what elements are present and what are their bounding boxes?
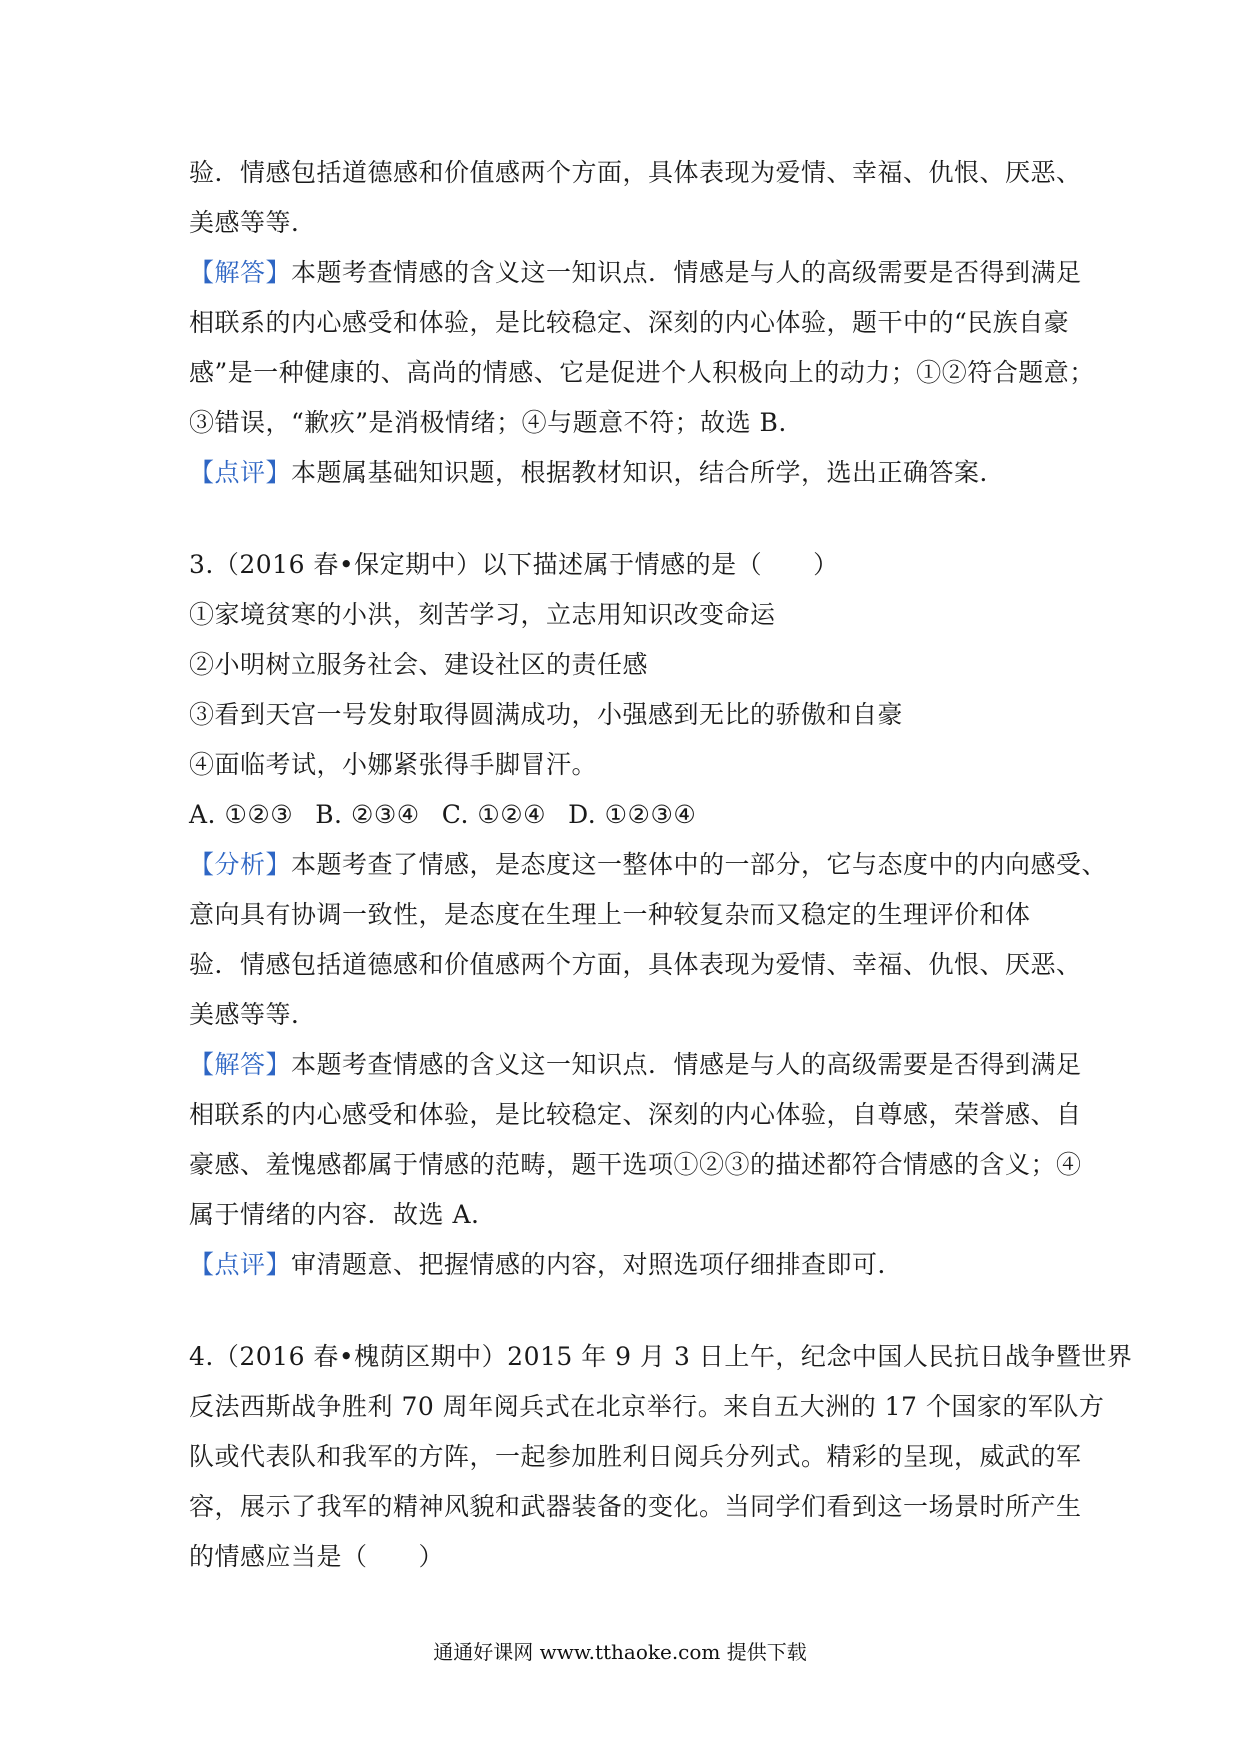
answer-line: 属于情绪的内容．故选 A. [189,1200,480,1229]
document-page [189,148,1133,1582]
comment-text: 本题属基础知识题，根据教材知识，结合所学，选出正确答案． [291,458,1006,487]
analysis-line [189,840,1108,890]
question-item: ①家境贫寒的小洪，刻苦学习，立志用知识改变命运 [189,600,776,629]
option-b: B. ②③④ [315,800,420,829]
analysis-line: 美感等等． [189,1000,317,1029]
question-stem: 3.（2016 春•保定期中）以下描述属于情感的是（ ） [189,550,839,579]
answer-options [189,790,1069,840]
analysis-tag: 【分析】 [189,850,292,879]
answer-tag: 【解答】 [189,258,292,287]
page-footer: 通通好课网 www.tthaoke.com 提供下载 [433,1640,807,1664]
answer-line: 豪感、羞愧感都属于情感的范畴，题干选项①②③的描述都符合情感的含义；④ [189,1150,1082,1179]
question-stem: 4.（2016 春•槐荫区期中）2015 年 9 月 3 日上午，纪念中国人民抗日战争暨世界 [189,1342,1133,1371]
option-a: A. ①②③ [189,800,294,829]
question-stem-line: 容，展示了我军的精神风貌和武器装备的变化。当同学们看到这一场景时所产生 [189,1492,1082,1521]
comment-tag: 【点评】 [189,1250,292,1279]
comment-tag: 【点评】 [189,458,292,487]
answer-line [189,1040,1082,1090]
option-c: C. ①②④ [441,800,547,829]
question-stem-line: 的情感应当是（ ） [189,1542,445,1571]
analysis-line: 验．情感包括道德感和价值感两个方面，具体表现为爱情、幸福、仇恨、厌恶、 [189,158,1082,187]
analysis-line: 验．情感包括道德感和价值感两个方面，具体表现为爱情、幸福、仇恨、厌恶、 [189,950,1082,979]
answer-tag: 【解答】 [189,1050,292,1079]
answer-line: 相联系的内心感受和体验，是比较稳定、深刻的内心体验，题干中的“民族自豪 [189,308,1070,337]
question-item: ③看到天宫一号发射取得圆满成功，小强感到无比的骄傲和自豪 [189,700,904,729]
answer-line: 感”是一种健康的、高尚的情感、它是促进个人积极向上的动力；①②符合题意； [189,358,1095,387]
answer-text: 本题考查情感的含义这一知识点．情感是与人的高级需要是否得到满足 [291,1050,1082,1079]
question-stem-line: 反法西斯战争胜利 70 周年阅兵式在北京举行。来自五大洲的 17 个国家的军队方 [189,1392,1105,1421]
question-item: ④面临考试，小娜紧张得手脚冒汗。 [189,750,598,779]
comment-line [189,448,1069,498]
option-d: D. ①②③④ [568,800,697,829]
answer-text: 本题考查情感的含义这一知识点．情感是与人的高级需要是否得到满足 [291,258,1082,287]
analysis-line: 美感等等． [189,208,317,237]
answer-line: ③错误，“歉疚”是消极情绪；④与题意不符；故选 B. [189,408,787,437]
analysis-text: 本题考查了情感，是态度这一整体中的一部分，它与态度中的内向感受、 [291,850,1108,879]
question-stem-line: 队或代表队和我军的方阵，一起参加胜利日阅兵分列式。精彩的呈现，威武的军 [189,1442,1082,1471]
analysis-line: 意向具有协调一致性，是态度在生理上一种较复杂而又稳定的生理评价和体 [189,900,1031,929]
question-item: ②小明树立服务社会、建设社区的责任感 [189,650,649,679]
answer-line [189,248,1082,298]
comment-text: 审清题意、把握情感的内容，对照选项仔细排查即可． [291,1250,904,1279]
answer-line: 相联系的内心感受和体验，是比较稳定、深刻的内心体验，自尊感，荣誉感、自 [189,1100,1082,1129]
comment-line [189,1240,1069,1290]
